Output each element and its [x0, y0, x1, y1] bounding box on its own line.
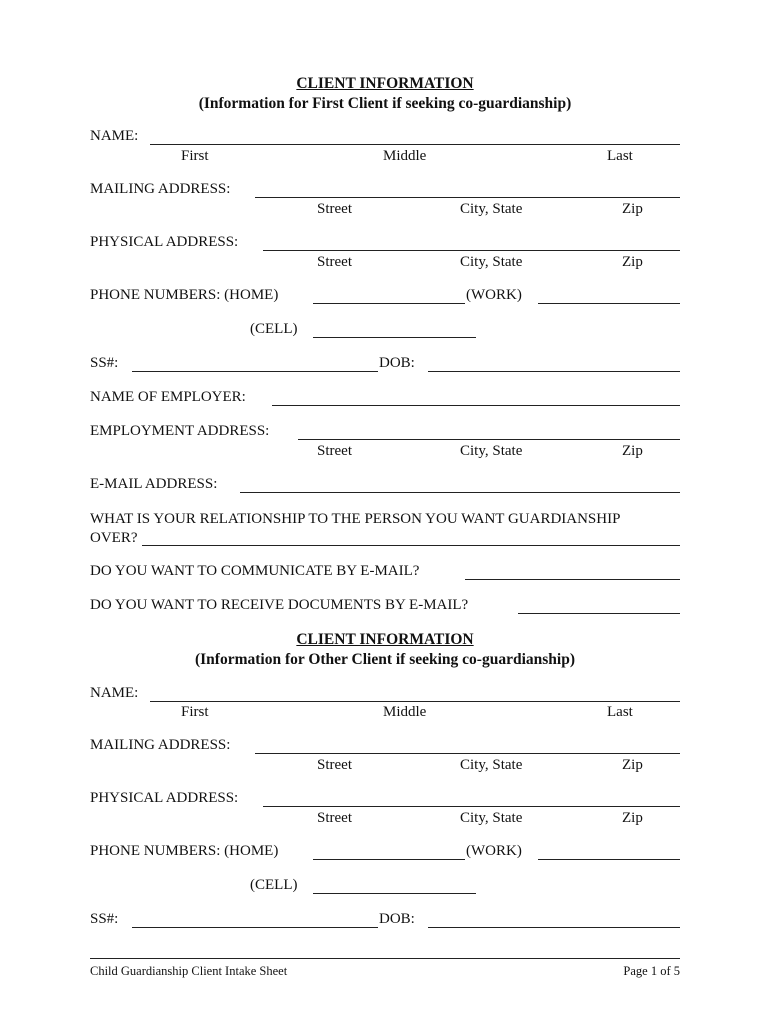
mailing-zip-caption: Zip [622, 201, 643, 217]
name-field[interactable] [150, 144, 680, 145]
mailing-city-caption-2: City, State [460, 757, 523, 773]
name-label: NAME: [90, 128, 139, 144]
phone-home-label-2: PHONE NUMBERS: (HOME) [90, 843, 279, 859]
mailing-street-caption: Street [317, 201, 352, 217]
ss-label: SS#: [90, 355, 119, 371]
phone-cell-field-2[interactable] [313, 893, 476, 894]
section1-subtitle: (Information for First Client if seeking co-guardianship) [198, 95, 572, 112]
receive-docs-email-question: DO YOU WANT TO RECEIVE DOCUMENTS BY E-MAIL? [90, 597, 469, 613]
phone-home-field[interactable] [313, 303, 465, 304]
mailing-address-label: MAILING ADDRESS: [90, 181, 231, 197]
employment-address-field[interactable] [298, 439, 680, 440]
receive-docs-email-field[interactable] [518, 613, 680, 614]
physical-zip-caption: Zip [622, 254, 643, 270]
email-field[interactable] [240, 492, 680, 493]
communicate-email-field[interactable] [465, 579, 680, 580]
name-first-caption: First [181, 148, 209, 164]
name-last-caption: Last [607, 148, 633, 164]
physical-street-caption-2: Street [317, 810, 352, 826]
phone-cell-field[interactable] [313, 337, 476, 338]
footer-divider [90, 958, 680, 959]
mailing-zip-caption-2: Zip [622, 757, 643, 773]
section2-title: CLIENT INFORMATION [296, 631, 474, 648]
name-field-2[interactable] [150, 701, 680, 702]
phone-home-label: PHONE NUMBERS: (HOME) [90, 287, 279, 303]
employer-label: NAME OF EMPLOYER: [90, 389, 246, 405]
phone-home-field-2[interactable] [313, 859, 465, 860]
phone-work-field[interactable] [538, 303, 680, 304]
name-last-caption-2: Last [607, 704, 633, 720]
footer-page-number: Page 1 of 5 [623, 964, 680, 978]
name-first-caption-2: First [181, 704, 209, 720]
dob-label-2: DOB: [379, 911, 415, 927]
email-label: E-MAIL ADDRESS: [90, 476, 218, 492]
ss-field-2[interactable] [132, 927, 378, 928]
employment-city-caption: City, State [460, 443, 523, 459]
ss-label-2: SS#: [90, 911, 119, 927]
phone-work-label: (WORK) [466, 287, 522, 303]
employment-street-caption: Street [317, 443, 352, 459]
physical-zip-caption-2: Zip [622, 810, 643, 826]
section2-subtitle: (Information for Other Client if seeking co-guardianship) [194, 651, 576, 668]
communicate-email-question: DO YOU WANT TO COMMUNICATE BY E-MAIL? [90, 563, 420, 579]
relationship-question-line2: OVER? [90, 530, 138, 546]
employment-zip-caption: Zip [622, 443, 643, 459]
name-middle-caption-2: Middle [383, 704, 427, 720]
dob-field[interactable] [428, 371, 680, 372]
employment-address-label: EMPLOYMENT ADDRESS: [90, 423, 270, 439]
physical-street-caption: Street [317, 254, 352, 270]
relationship-question-line1: WHAT IS YOUR RELATIONSHIP TO THE PERSON YOU WANT GUARDIANSHIP [90, 511, 621, 527]
section1-title: CLIENT INFORMATION [296, 75, 474, 92]
physical-address-field[interactable] [263, 250, 680, 251]
employer-field[interactable] [272, 405, 680, 406]
physical-city-caption: City, State [460, 254, 523, 270]
phone-cell-label: (CELL) [250, 321, 298, 337]
mailing-city-caption: City, State [460, 201, 523, 217]
footer-document-title: Child Guardianship Client Intake Sheet [90, 964, 288, 978]
mailing-address-field[interactable] [255, 197, 680, 198]
dob-field-2[interactable] [428, 927, 680, 928]
physical-address-field-2[interactable] [263, 806, 680, 807]
physical-city-caption-2: City, State [460, 810, 523, 826]
phone-work-label-2: (WORK) [466, 843, 522, 859]
physical-address-label: PHYSICAL ADDRESS: [90, 234, 239, 250]
ss-field[interactable] [132, 371, 378, 372]
mailing-address-field-2[interactable] [255, 753, 680, 754]
name-middle-caption: Middle [383, 148, 427, 164]
mailing-address-label-2: MAILING ADDRESS: [90, 737, 231, 753]
relationship-field[interactable] [142, 545, 680, 546]
name-label-2: NAME: [90, 685, 139, 701]
phone-cell-label-2: (CELL) [250, 877, 298, 893]
phone-work-field-2[interactable] [538, 859, 680, 860]
dob-label: DOB: [379, 355, 415, 371]
mailing-street-caption-2: Street [317, 757, 352, 773]
physical-address-label-2: PHYSICAL ADDRESS: [90, 790, 239, 806]
